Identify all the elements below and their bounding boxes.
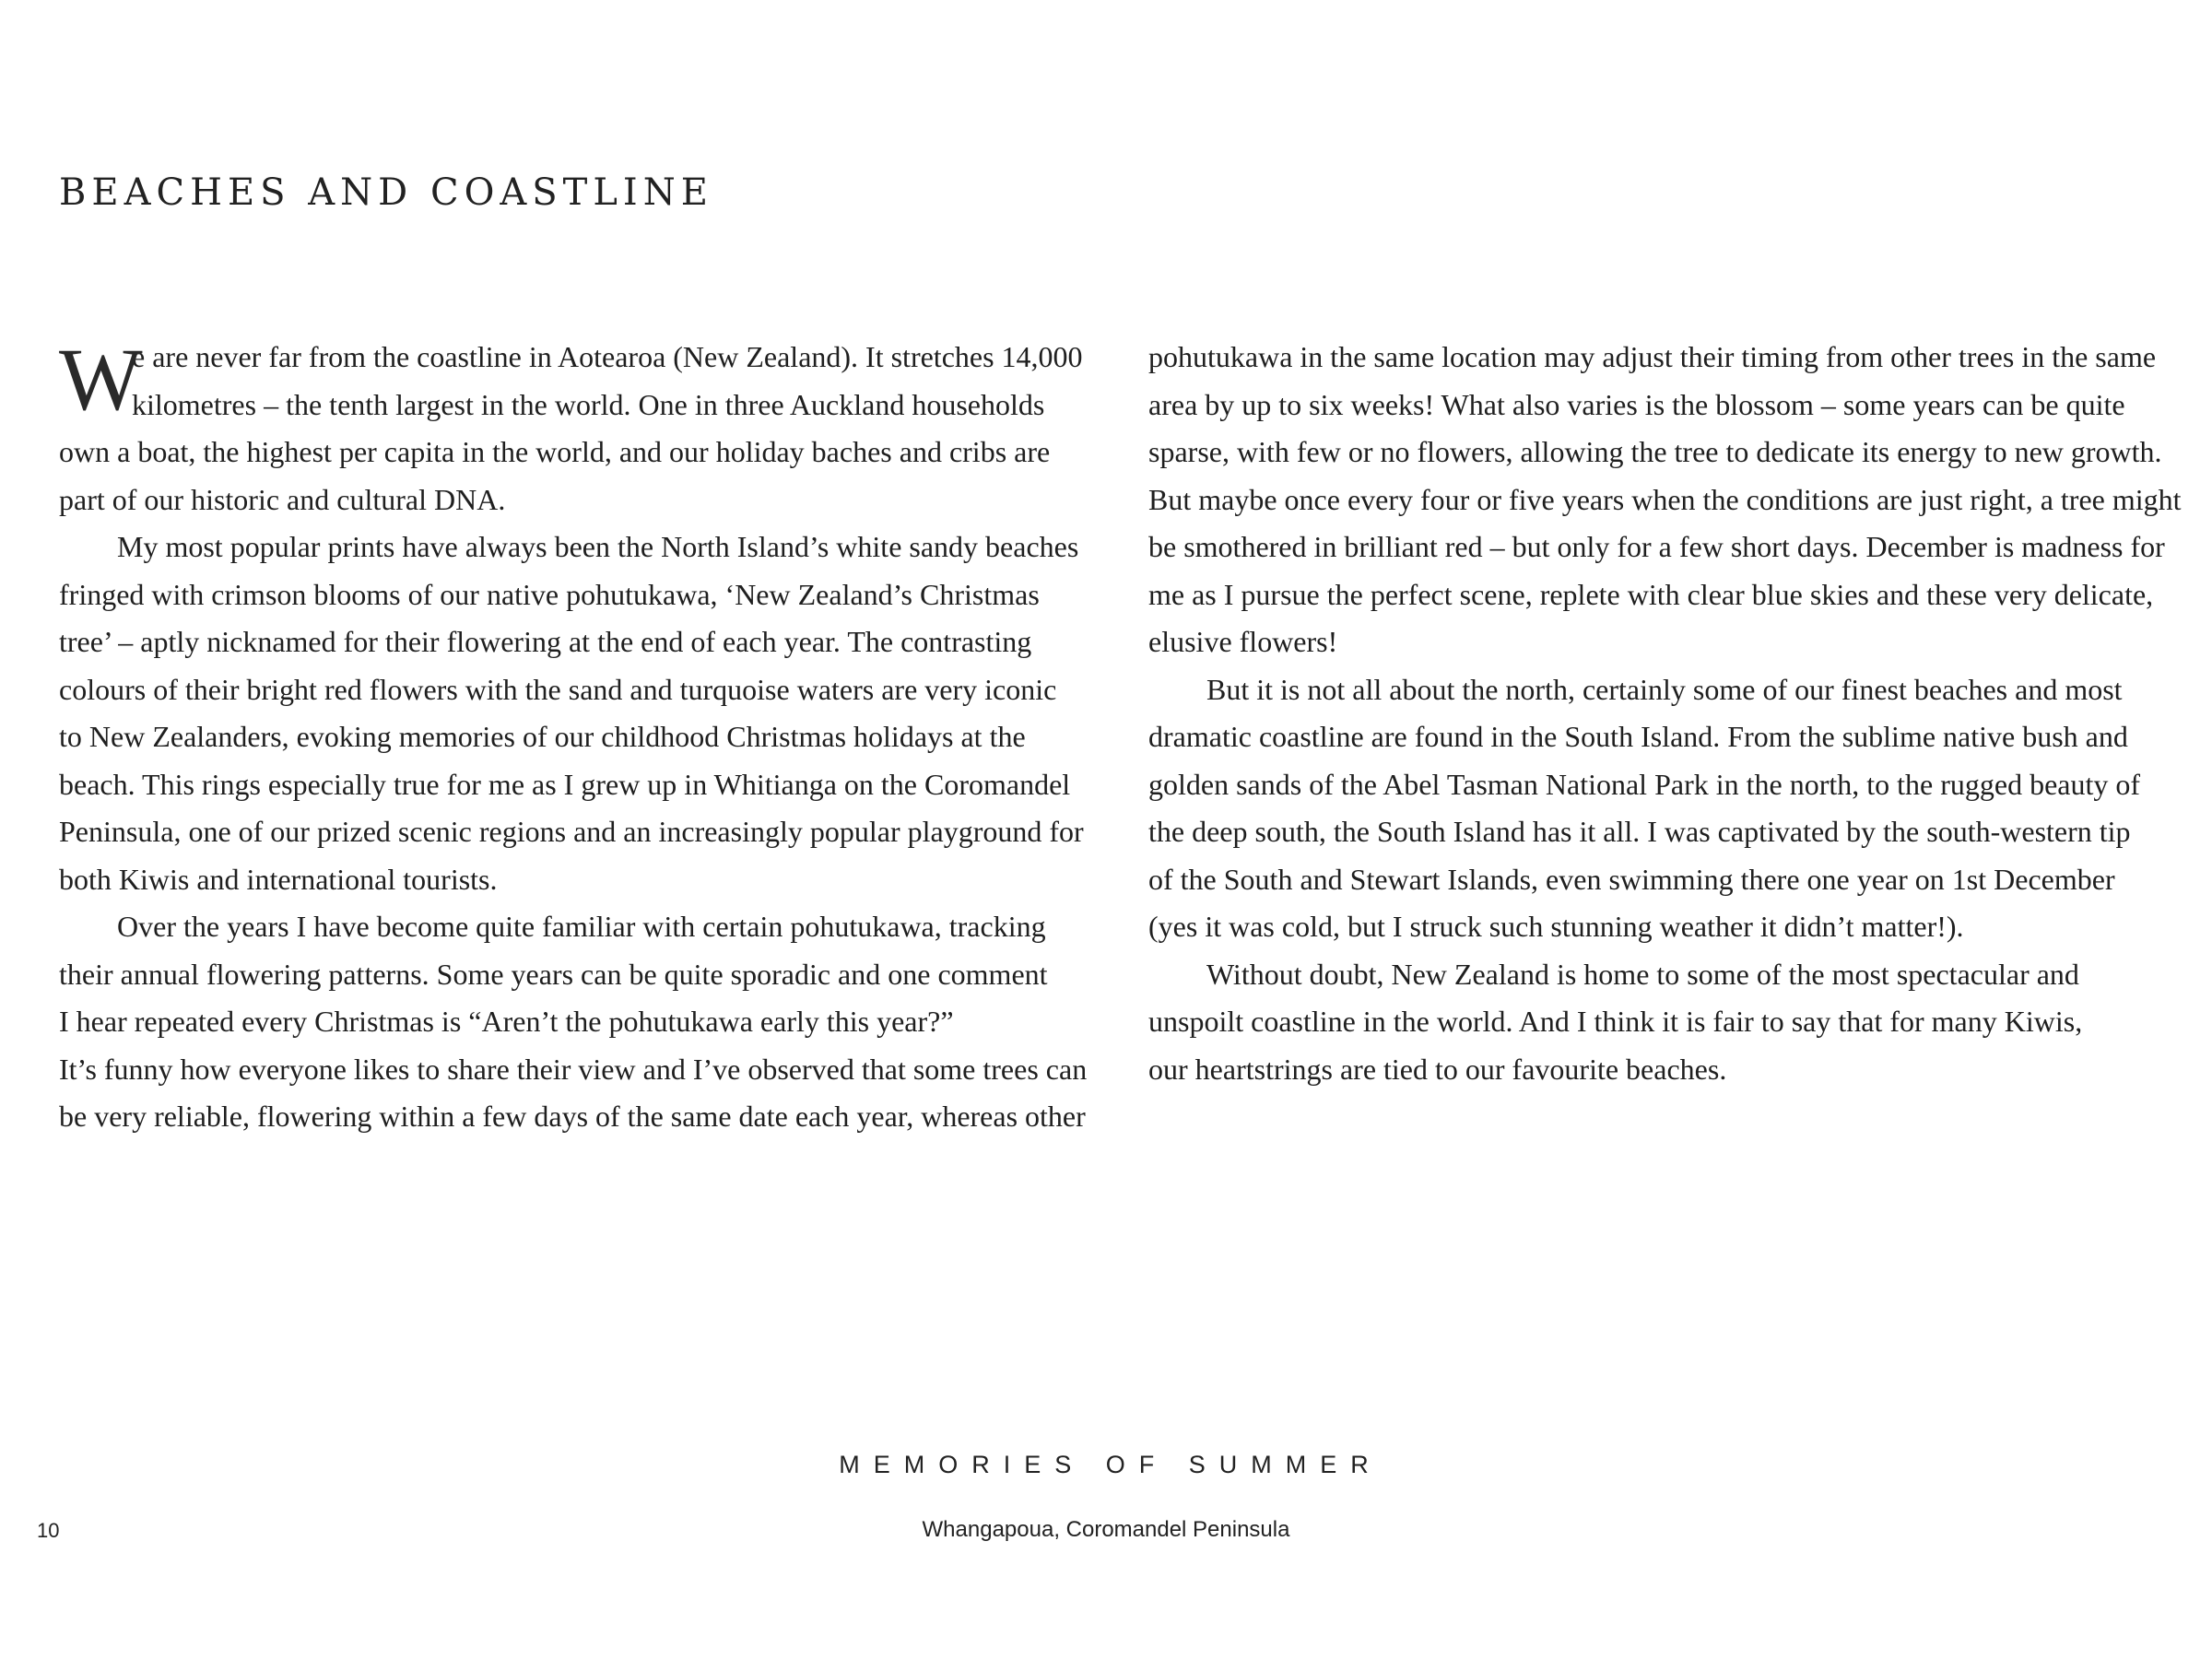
paragraph-start-line: Without doubt, New Zealand is home to some of the most spectacular and: [1206, 957, 2079, 991]
text-line: be very reliable, flowering within a few days of the same date each year, whereas other: [59, 1100, 1086, 1133]
drop-cap: W: [59, 330, 143, 429]
body-column-left: [59, 330, 1088, 1141]
text-line: both Kiwis and international tourists.: [59, 862, 498, 896]
text-line: Peninsula, one of our prized scenic regions and an increasingly popular playground for: [59, 815, 1084, 848]
text-line: part of our historic and cultural DNA.: [59, 482, 506, 516]
text-line: I hear repeated every Christmas is “Aren’t the pohutukawa early this year?”: [59, 1005, 954, 1038]
photo-caption: Whangapoua, Coromandel Peninsula: [922, 1517, 1290, 1542]
text-line: beach. This rings especially true for me as I grew up in Whitianga on the Coromandel: [59, 767, 1071, 801]
text-line: pohutukawa in the same location may adjust their timing from other trees in the same: [1148, 340, 2157, 373]
text-line: unspoilt coastline in the world. And I think it is fair to say that for many Kiwis,: [1148, 1005, 2083, 1038]
text-line: me as I pursue the perfect scene, replete with clear blue skies and these very delicate,: [1148, 577, 2154, 611]
page-title: BEACHES AND COASTLINE: [59, 171, 713, 214]
text-line: sparse, with few or no flowers, allowing the tree to dedicate its energy to new growth.: [1148, 435, 2162, 468]
body-column-right: [1148, 334, 2181, 1093]
paragraph-start-line: But it is not all about the north, certainly some of our finest beaches and most: [1206, 672, 2123, 706]
text-line: be smothered in brilliant red – but only for a few short days. December is madness for: [1148, 530, 2165, 563]
text-line: own a boat, the highest per capita in the world, and our holiday baches and cribs are: [59, 435, 1051, 468]
text-line: kilometres – the tenth largest in the world. One in three Auckland households: [132, 387, 1045, 421]
text-line: But maybe once every four or five years when the conditions are just right, a tree might: [1148, 482, 2182, 516]
page-number: 10: [37, 1519, 60, 1542]
text-line: area by up to six weeks! What also varies is the blossom – some years can be quite: [1148, 387, 2125, 421]
text-line: colours of their bright red flowers with the sand and turquoise waters are very iconic: [59, 672, 1057, 706]
text-line: It’s funny how everyone likes to share their view and I’ve observed that some trees can: [59, 1052, 1088, 1086]
text-line: their annual flowering patterns. Some years can be quite sporadic and one comment: [59, 957, 1048, 991]
paragraph-start-line: Over the years I have become quite familiar with certain pohutukawa, tracking: [117, 910, 1046, 943]
text-line: to New Zealanders, evoking memories of our childhood Christmas holidays at the: [59, 720, 1026, 753]
text-line: (yes it was cold, but I struck such stunning weather it didn’t matter!).: [1148, 910, 1964, 943]
text-line: our heartstrings are tied to our favourite beaches.: [1148, 1052, 1727, 1086]
text-line: fringed with crimson blooms of our native pohutukawa, ‘New Zealand’s Christmas: [59, 577, 1040, 611]
paragraph-start-line: My most popular prints have always been the North Island’s white sandy beaches: [117, 530, 1079, 563]
running-title: MEMORIES OF SUMMER: [839, 1451, 1382, 1478]
text-line: of the South and Stewart Islands, even swimming there one year on 1st December: [1148, 862, 2115, 896]
text-line: dramatic coastline are found in the South Island. From the sublime native bush and: [1148, 720, 2128, 753]
text-line: elusive flowers!: [1148, 625, 1338, 658]
text-line: golden sands of the Abel Tasman National Park in the north, to the rugged beauty of: [1148, 767, 2141, 801]
text-line: the deep south, the South Island has it all. I was captivated by the south-western tip: [1148, 815, 2131, 848]
text-line-content: e are never far from the coastline in Aotearoa (New Zealand). It stretches 14,000: [132, 340, 1083, 373]
text-line: tree’ – aptly nicknamed for their flowering at the end of each year. The contrasting: [59, 625, 1032, 658]
